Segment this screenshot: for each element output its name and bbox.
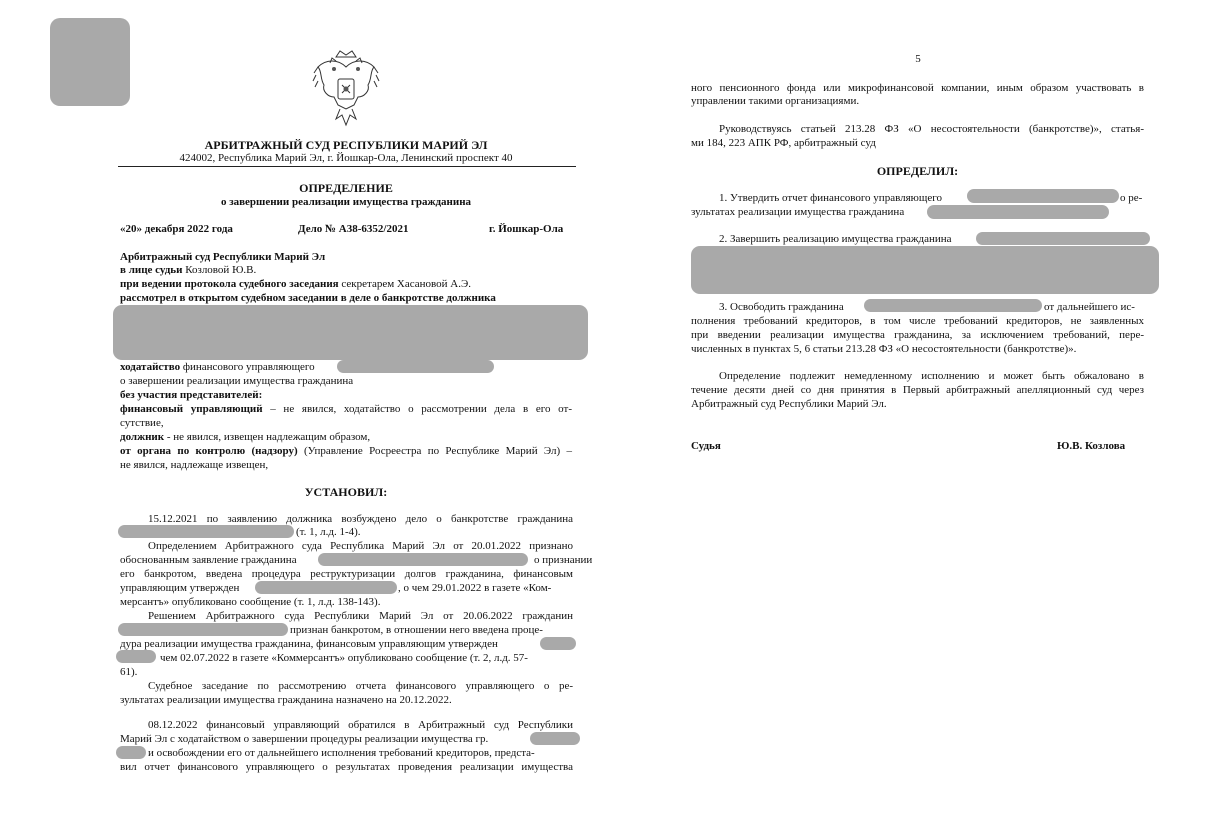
- redacted-p3-manager-b: [116, 650, 156, 663]
- header-rule: [118, 166, 576, 167]
- continuation-line2: управлении такими организациями.: [691, 95, 860, 107]
- p2-line4b: , о чем 29.01.2022 в газете «Ком-: [398, 582, 552, 594]
- intro-no-representatives: без участия представителей:: [120, 389, 263, 401]
- intro-court: Арбитражный суд Республики Марий Эл: [120, 251, 326, 263]
- redacted-p2-name: [318, 553, 528, 566]
- redacted-corner-block: [50, 18, 130, 106]
- coat-of-arms-icon: [312, 49, 380, 129]
- established-heading: УСТАНОВИЛ:: [304, 485, 388, 499]
- decided-heading: ОПРЕДЕЛИЛ:: [876, 164, 959, 178]
- intro-motion-subject: о завершении реализации имущества гражданина: [120, 375, 354, 387]
- document-date: «20» декабря 2022 года: [120, 223, 233, 235]
- appeal-line3: Арбитражный суд Республики Марий Эл.: [691, 398, 887, 410]
- p2-line4a: управляющим утвержден: [120, 582, 240, 594]
- redacted-item2-details: [691, 246, 1159, 294]
- page-number: 5: [915, 53, 921, 65]
- redacted-debtor-block: [113, 305, 588, 360]
- p2-line2b: о признании: [534, 554, 593, 566]
- item3-line3: при введении реализации имущества гражданина, за исключением требований, пере-: [691, 329, 1144, 341]
- intro-control-organ-cont: не явился, надлежаще извещен,: [120, 459, 269, 471]
- signature-name: Ю.В. Козлова: [1057, 440, 1126, 452]
- case-number: Дело № А38-6352/2021: [298, 223, 409, 235]
- p1-line1: 15.12.2021 по заявлению должника возбуждено дело о банкротстве гражданина: [148, 513, 573, 525]
- item1-line1b: о ре-: [1120, 192, 1143, 204]
- p3-line5: 61).: [120, 666, 138, 678]
- redacted-p2-manager: [255, 581, 397, 594]
- redacted-item1-citizen: [927, 205, 1109, 219]
- p3-line1: Решением Арбитражного суда Республики Марий Эл от 20.06.2022 гражданин: [148, 610, 573, 622]
- intro-financial-manager: финансовый управляющий – не явился, ходатайство о рассмотрении дела в его от-: [120, 403, 572, 415]
- redacted-p3-name: [118, 623, 288, 636]
- redacted-p3-manager-a: [540, 637, 576, 650]
- court-address: 424002, Республика Марий Эл, г. Йошкар-Ола, Ленинский проспект 40: [179, 152, 513, 164]
- p1-line2: (т. 1, л.д. 1-4).: [296, 526, 361, 538]
- signature-label: Судья: [691, 440, 721, 452]
- redacted-p5-name-a: [530, 732, 580, 745]
- intro-control-organ: от органа по контролю (надзору) (Управление Росреестра по Республике Марий Эл) –: [120, 445, 572, 457]
- redacted-item2-name: [976, 232, 1150, 245]
- item1-line1a: 1. Утвердить отчет финансового управляющего: [719, 192, 942, 204]
- redacted-p1: [118, 525, 294, 538]
- item3-line4: численных в пунктах 5, 6 статьи 213.28 ФЗ «О несостоятельности (банкротстве)».: [691, 343, 1077, 355]
- court-name: АРБИТРАЖНЫЙ СУД РЕСПУБЛИКИ МАРИЙ ЭЛ: [204, 138, 488, 152]
- item1-line2: зультатах реализации имущества гражданина: [691, 206, 905, 218]
- p5-line3: и освобождении его от дальнейшего исполнения требований кредиторов, предста-: [148, 747, 535, 759]
- guided-line2: ми 184, 223 АПК РФ, арбитражный суд: [691, 137, 876, 149]
- p3-line2: признан банкротом, в отношении него введена проце-: [290, 624, 543, 636]
- appeal-line2: течение десяти дней со дня принятия в Первый арбитражный апелляционный суд через: [691, 384, 1144, 396]
- intro-considered: рассмотрел в открытом судебном заседании в деле о банкротстве должника: [120, 292, 496, 304]
- p2-line3: его банкротом, введена процедура реструктуризации долгов гражданина, финансовым: [120, 568, 573, 580]
- p5-line4: вил отчет финансового управляющего о результатах проведения реализации имущества: [120, 761, 573, 773]
- redacted-item1-manager: [967, 189, 1119, 203]
- appeal-line1: Определение подлежит немедленному исполнению и может быть обжаловано в: [719, 370, 1144, 382]
- p4-line1: Судебное заседание по рассмотрению отчета финансового управляющего о ре-: [148, 680, 573, 692]
- p3-line4: чем 02.07.2022 в газете «Коммерсантъ» опубликовано сообщение (т. 2, л.д. 57-: [160, 652, 528, 664]
- intro-judge: в лице судьи Козловой Ю.В.: [120, 264, 257, 276]
- guided-line1: Руководствуясь статьей 213.28 ФЗ «О несостоятельности (банкротстве)», статья-: [719, 123, 1144, 135]
- document-city: г. Йошкар-Ола: [489, 223, 564, 235]
- p5-line2: Марий Эл с ходатайством о завершении процедуры реализации имущества гр.: [120, 733, 489, 745]
- p5-line1: 08.12.2022 финансовый управляющий обратился в Арбитражный суд Республики: [148, 719, 573, 731]
- item3-line1a: 3. Освободить гражданина: [719, 301, 844, 313]
- document-title: ОПРЕДЕЛЕНИЕ: [299, 181, 393, 195]
- redacted-item3-name: [864, 299, 1042, 312]
- p4-line2: зультатах реализации имущества гражданина назначено на 20.12.2022.: [120, 694, 452, 706]
- redacted-manager-name: [337, 360, 494, 373]
- document-subtitle: о завершении реализации имущества гражданина: [220, 196, 472, 208]
- item3-line1b: от дальнейшего ис-: [1044, 301, 1135, 313]
- intro-protocol: при ведении протокола судебного заседания секретарем Хасановой А.Э.: [120, 278, 472, 290]
- p2-line2a: обоснованным заявление гражданина: [120, 554, 297, 566]
- p2-line1: Определением Арбитражного суда Республика Марий Эл от 20.01.2022 признано: [148, 540, 573, 552]
- p2-line5: мерсантъ» опубликовано сообщение (т. 1, л.д. 138-143).: [120, 596, 381, 608]
- intro-financial-manager-cont: сутствие,: [120, 417, 164, 429]
- item3-line2: полнения требований кредиторов, в том числе требований кредиторов, не заявленных: [691, 315, 1144, 327]
- intro-debtor: должник - не явился, извещен надлежащим образом,: [120, 431, 371, 443]
- intro-motion: ходатайство финансового управляющего: [120, 361, 315, 373]
- continuation-line1: ного пенсионного фонда или микрофинансовой компании, иным образом участвовать в: [691, 82, 1144, 94]
- redacted-p5-name-b: [116, 746, 146, 759]
- item2-line1: 2. Завершить реализацию имущества гражданина: [719, 233, 952, 245]
- p3-line3: дура реализации имущества гражданина, финансовым управляющим утвержден: [120, 638, 498, 650]
